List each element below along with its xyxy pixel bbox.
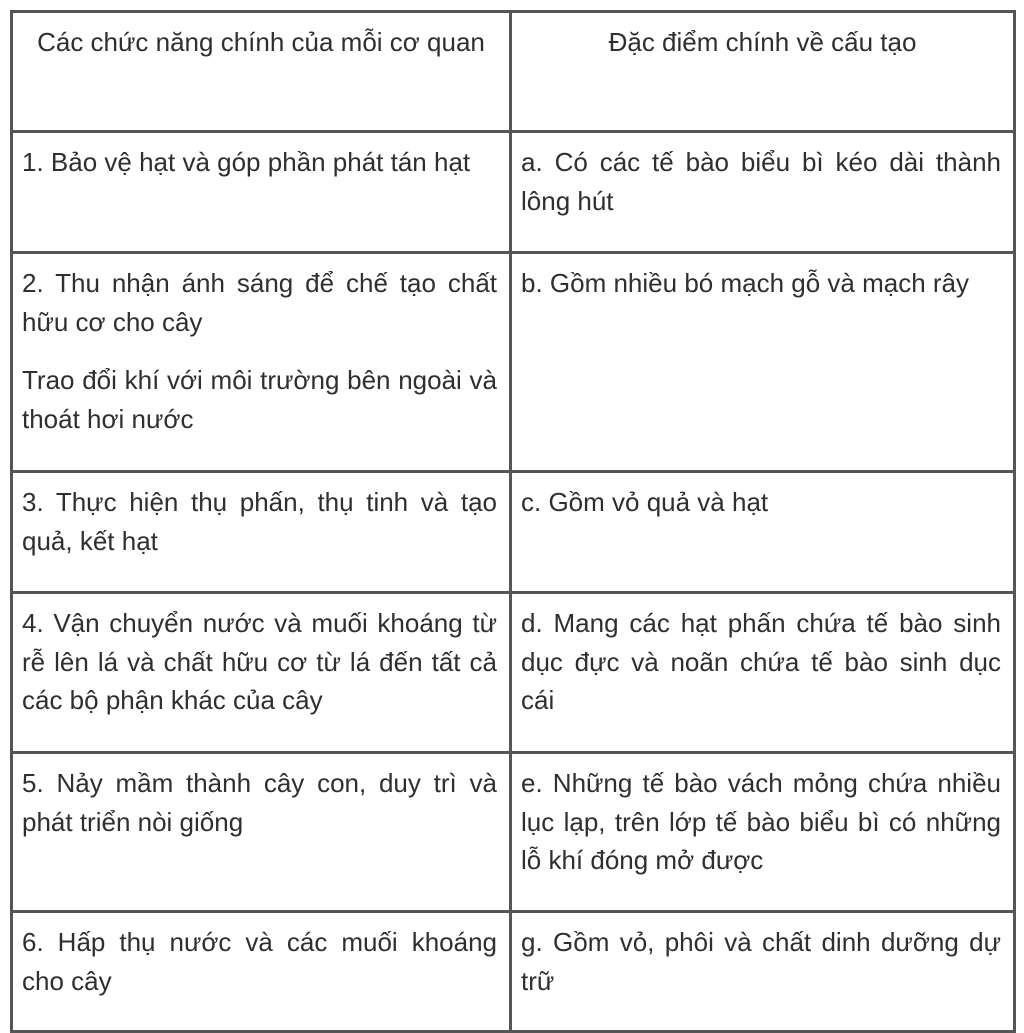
function-cell [12,753,511,912]
table-row [12,472,1015,593]
function-text: 6. Hấp thụ nước và các muối khoáng cho cây [22,927,497,996]
structure-cell: a. Có các tế bào biểu bì kéo dài thành lông hút [511,132,1015,253]
function-text: 5. Nảy mầm thành cây con, duy trì và phát triển nòi giống [22,768,497,837]
structure-cell: g. Gồm vỏ, phôi và chất dinh dưỡng dự trữ [511,912,1015,1032]
function-cell [12,912,511,1032]
structure-cell: c. Gồm vỏ quả và hạt [511,472,1015,593]
structure-cell: b. Gồm nhiều bó mạch gỗ và mạch rây [511,253,1015,472]
table-row [12,912,1015,1032]
header-structure: Đặc điểm chính về cấu tạo [511,12,1015,132]
matching-table-container [10,10,1013,1033]
structure-cell: d. Mang các hạt phấn chứa tế bào sinh dục đực và noãn chứa tế bào sinh dục cái [511,593,1015,753]
function-cell [12,593,511,753]
function-text: Trao đổi khí với môi trường bên ngoài và thoát hơi nước [22,365,497,434]
function-text: 1. Bảo vệ hạt và góp phần phát tán hạt [22,147,471,177]
table-header-row [12,12,1015,132]
header-functions: Các chức năng chính của mỗi cơ quan [12,12,511,132]
function-cell [12,132,511,253]
function-cell [12,253,511,472]
function-text: 3. Thực hiện thụ phấn, thụ tinh và tạo quả, kết hạt [22,487,497,556]
matching-table [10,10,1016,1033]
function-cell [12,472,511,593]
table-row [12,753,1015,912]
function-text: 2. Thu nhận ánh sáng để chế tạo chất hữu cơ cho cây [22,268,497,337]
function-text: 4. Vận chuyển nước và muối khoáng từ rễ lên lá và chất hữu cơ từ lá đến tất cả các bộ phận khác của cây [22,608,497,715]
structure-cell: e. Những tế bào vách mỏng chứa nhiều lục lạp, trên lớp tế bào biểu bì có những lỗ khí đóng mở được [511,753,1015,912]
table-row [12,593,1015,753]
table-row [12,253,1015,472]
table-row [12,132,1015,253]
